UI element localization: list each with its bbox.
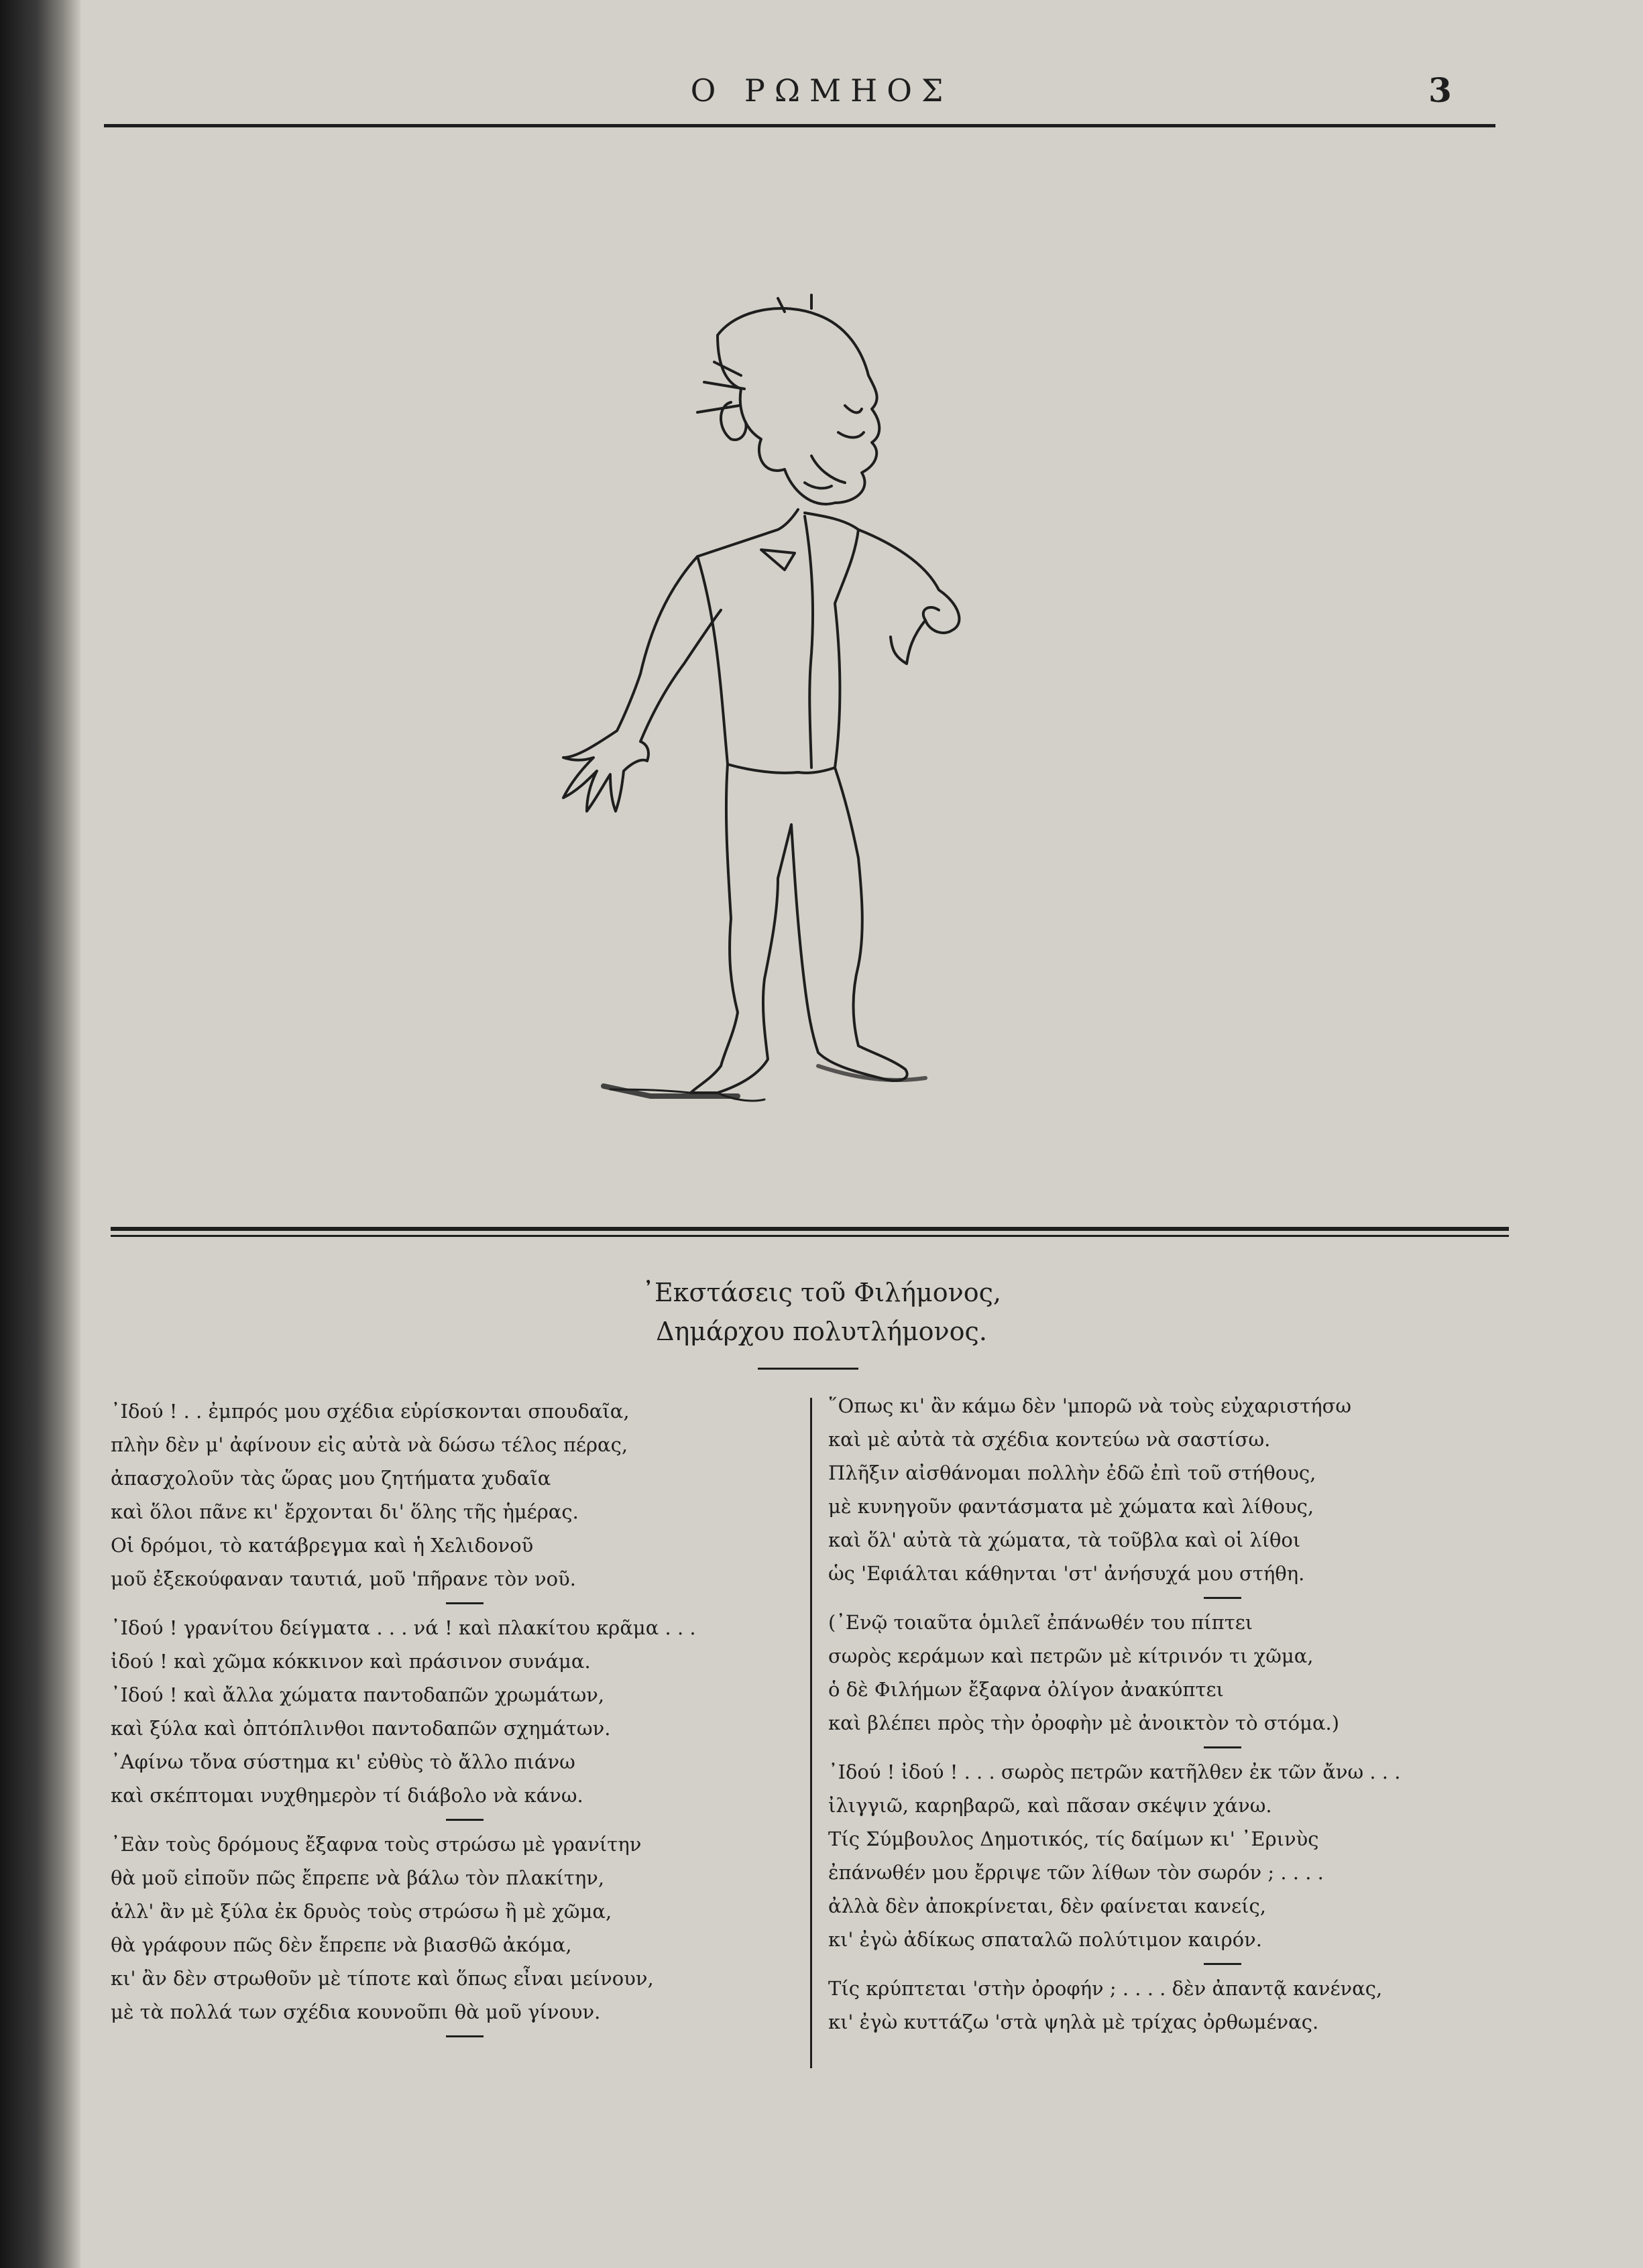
stanza-divider [1204,1963,1241,1965]
stanza [111,1394,788,1596]
stanza [828,1389,1499,1590]
stanza [828,1606,1499,1740]
stanza [828,1972,1499,2039]
verse-line: καὶ ὅλοι πᾶνε κι' ἔρχονται δι' ὅλης τῆς ἡμέρας. [111,1500,579,1523]
column-divider [810,1398,812,2068]
verse-line: ἀλλὰ δὲν ἀποκρίνεται, δὲν φαίνεται κανείς, [828,1895,1266,1917]
verse-line: καὶ σκέπτομαι νυχθημερὸν τί διάβολο νὰ κάνω. [111,1784,583,1807]
poem-right-column [828,1389,1499,2039]
verse-line: κι' ἐγὼ ἀδίκως σπαταλῶ πολύτιμον καιρόν. [828,1928,1262,1951]
verse-line: μὲ τὰ πολλά των σχέδια κουνοῦπι θὰ μοῦ γίνουν. [111,2001,601,2023]
verse-line: μὲ κυνηγοῦν φαντάσματα μὲ χώματα καὶ λίθους, [828,1495,1314,1518]
verse-line: ᾿Ιδού ! γρανίτου δείγματα . . . νά ! καὶ πλακίτου κρᾶμα . . . [111,1616,696,1639]
verse-line: Οἱ δρόμοι, τὸ κατάβρεγμα καὶ ἡ Χελιδονοῦ [111,1534,534,1557]
header-rule [104,124,1495,127]
verse-line: μοῦ ἐξεκούφαναν ταυτιά, μοῦ 'πῆρανε τὸν νοῦ. [111,1567,576,1590]
verse-line: Πλῆξιν αἰσθάνομαι πολλὴν ἐδῶ ἐπὶ τοῦ στήθους, [828,1461,1316,1484]
verse-line: ῞Οπως κι' ἂν κάμω δὲν 'μπορῶ νὰ τοὺς εὐχαριστήσω [828,1394,1352,1417]
section-rule-top [111,1227,1509,1231]
title-rule [758,1368,858,1370]
section-rule-bottom [111,1235,1509,1237]
verse-line: κι' ἂν δὲν στρωθοῦν μὲ τίποτε καὶ ὅπως εἶναι μείνουν, [111,1967,654,1990]
caricature-illustration [496,288,1100,1153]
stanza [111,1828,788,2029]
stanza [111,1611,788,1812]
poem-title-line-2: Δημάρχου πολυτλήμονος. [656,1317,987,1346]
verse-line: ὁ δὲ Φιλήμων ἔξαφνα ὀλίγον ἀνακύπτει [828,1678,1224,1701]
verse-line: ἰλιγγιῶ, καρηβαρῶ, καὶ πᾶσαν σκέψιν χάνω. [828,1794,1272,1817]
stanza-divider [446,1819,484,1821]
verse-line: ἐπάνωθέν μου ἔρριψε τῶν λίθων τὸν σωρόν ; . . . . [828,1861,1324,1884]
verse-line: Τίς κρύπτεται 'στὴν ὀροφήν ; . . . . δὲν ἀπαντᾷ κανένας, [828,1977,1383,2000]
stanza-divider [1204,1597,1241,1599]
verse-line: ᾿Ιδού ! καὶ ἄλλα χώματα παντοδαπῶν χρωμάτων, [111,1683,605,1706]
verse-line: ᾿Εὰν τοὺς δρόμους ἔξαφνα τοὺς στρώσω μὲ γρανίτην [111,1833,642,1856]
poem-title-line-1: ᾿Εκστάσεις τοῦ Φιλήμονος, [642,1278,1001,1307]
verse-line: ᾿Αφίνω τὄνα σύστημα κι' εὐθὺς τὸ ἄλλο πιάνω [111,1750,575,1773]
page-number: 3 [1428,70,1452,110]
poem-left-column [111,1394,788,2044]
verse-line: σωρὸς κεράμων καὶ πετρῶν μὲ κίτρινόν τι χῶμα, [828,1645,1314,1667]
verse-line: θὰ γράφουν πῶς δὲν ἔπρεπε νὰ βιασθῶ ἀκόμα, [111,1933,572,1956]
verse-line: θὰ μοῦ εἰποῦν πῶς ἔπρεπε νὰ βάλω τὸν πλακίτην, [111,1866,605,1889]
verse-line: ᾿Ιδού ! . . ἐμπρός μου σχέδια εὑρίσκονται σπουδαῖα, [111,1400,630,1423]
verse-line: Τίς Σύμβουλος Δημοτικός, τίς δαίμων κι' ᾿Ερινὺς [828,1828,1319,1850]
verse-line: ἀλλ' ἂν μὲ ξύλα ἐκ δρυὸς τοὺς στρώσω ἢ μὲ χῶμα, [111,1900,612,1923]
stanza-divider [446,1602,484,1604]
verse-line: καὶ βλέπει πρὸς τὴν ὀροφὴν μὲ ἀνοικτὸν τὸ στόμα.) [828,1712,1340,1734]
verse-line: καὶ ὅλ' αὐτὰ τὰ χώματα, τὰ τοῦβλα καὶ οἱ λίθοι [828,1529,1301,1551]
verse-line: κι' ἐγὼ κυττάζω 'στὰ ψηλὰ μὲ τρίχας ὀρθωμένας. [828,2011,1319,2033]
stanza-divider [1204,1746,1241,1748]
verse-line: ὡς 'Εφιάλται κάθηνται 'στ' ἀνήσυχά μου στήθη. [828,1562,1305,1585]
verse-line: (᾿Ενῷ τοιαῦτα ὁμιλεῖ ἐπάνωθέν του πίπτει [828,1611,1253,1634]
stanza-divider [446,2035,484,2037]
verse-line: καὶ μὲ αὐτὰ τὰ σχέδια κοντεύω νὰ σαστίσω. [828,1428,1271,1451]
verse-line: ἀπασχολοῦν τὰς ὥρας μου ζητήματα χυδαῖα [111,1467,551,1490]
book-binding-edge [0,0,80,2268]
stanza [828,1755,1499,1956]
verse-line: πλὴν δὲν μ' ἀφίνουν εἰς αὐτὰ νὰ δώσω τέλος πέρας, [111,1433,628,1456]
running-header-title: Ο ΡΩΜΗΟΣ [690,72,953,109]
verse-line: ἰδού ! καὶ χῶμα κόκκινον καὶ πράσινον συνάμα. [111,1650,591,1673]
verse-line: ᾿Ιδού ! ἰδού ! . . . σωρὸς πετρῶν κατῆλθεν ἐκ τῶν ἄνω . . . [828,1760,1401,1783]
verse-line: καὶ ξύλα καὶ ὀπτόπλινθοι παντοδαπῶν σχημάτων. [111,1717,611,1740]
